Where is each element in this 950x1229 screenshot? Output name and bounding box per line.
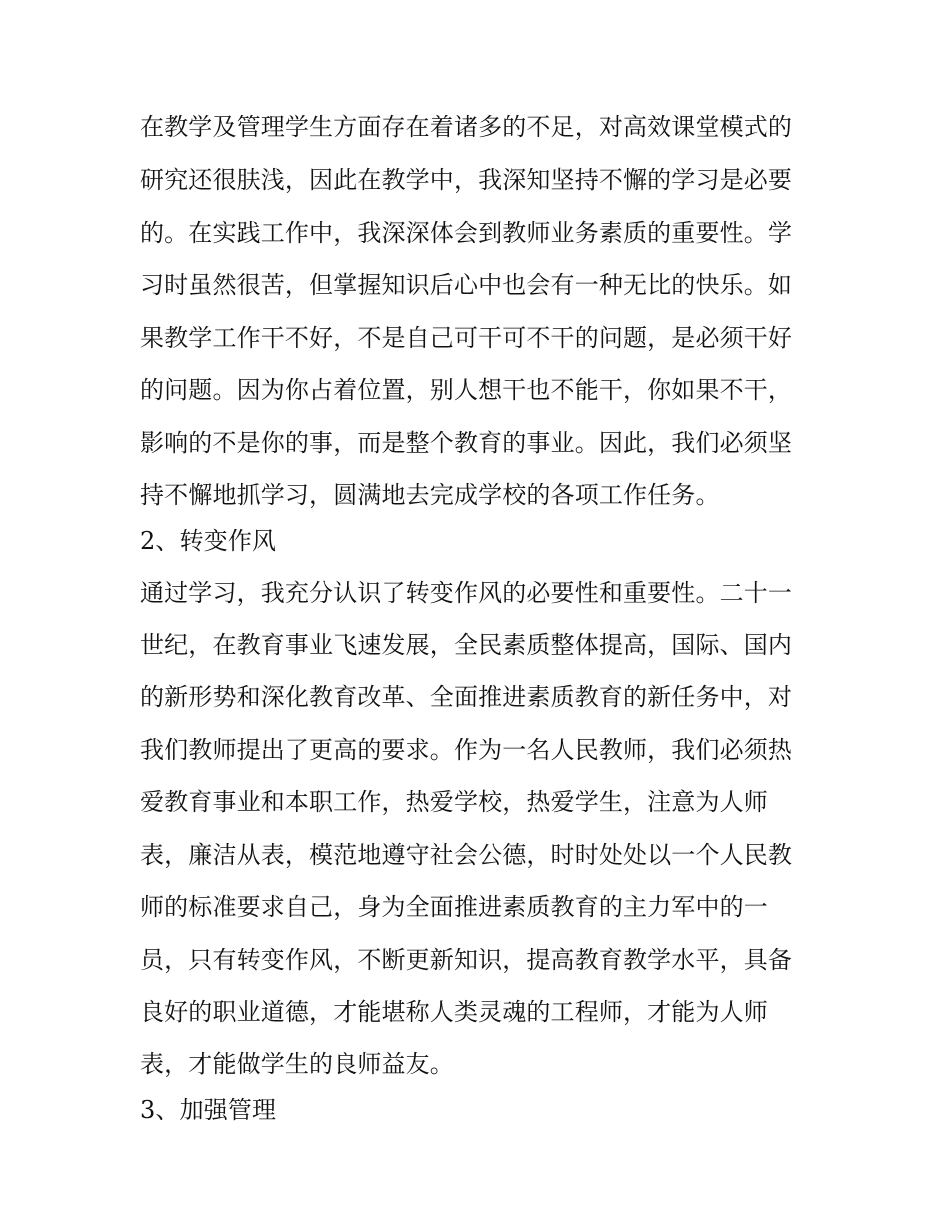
paragraph-line: 果教学工作干不好，不是自己可干可不干的问题，是必须干好 xyxy=(140,324,793,352)
paragraph-line: 的新形势和深化教育改革、全面推进素质教育的新任务中，对 xyxy=(140,683,793,711)
paragraph-line: 的问题。因为你占着位置，别人想干也不能干，你如果不干， xyxy=(140,376,793,404)
paragraph-line: 研究还很肤浅，因此在教学中，我深知坚持不懈的学习是必要 xyxy=(140,166,793,194)
paragraph-line: 师的标准要求自己，身为全面推进素质教育的主力军中的一 xyxy=(140,893,768,921)
paragraph-line: 爱教育事业和本职工作，热爱学校，热爱学生，注意为人师 xyxy=(140,788,768,816)
paragraph-line: 表，廉洁从表，模范地遵守社会公德，时时处处以一个人民教 xyxy=(140,841,793,869)
paragraph-line: 我们教师提出了更高的要求。作为一名人民教师，我们必须热 xyxy=(140,736,793,764)
paragraph-line: 在教学及管理学生方面存在着诸多的不足，对高效课堂模式的 xyxy=(140,113,793,141)
paragraph-line: 影响的不是你的事，而是整个教育的事业。因此，我们必须坚 xyxy=(140,429,793,457)
section-heading: 3、加强管理 xyxy=(140,1096,277,1124)
paragraph-line: 习时虽然很苦，但掌握知识后心中也会有一种无比的快乐。如 xyxy=(140,271,793,299)
paragraph-line: 良好的职业道德，才能堪称人类灵魂的工程师，才能为人师 xyxy=(140,998,768,1026)
paragraph-line: 持不懈地抓学习，圆满地去完成学校的各项工作任务。 xyxy=(140,481,720,509)
paragraph-line: 表，才能做学生的良师益友。 xyxy=(140,1050,454,1078)
paragraph-line: 员，只有转变作风，不断更新知识，提高教育教学水平，具备 xyxy=(140,946,793,974)
paragraph-line: 世纪，在教育事业飞速发展，全民素质整体提高，国际、国内 xyxy=(140,631,793,659)
section-heading: 2、转变作风 xyxy=(140,527,277,555)
paragraph-line: 通过学习，我充分认识了转变作风的必要性和重要性。二十一 xyxy=(140,579,793,607)
paragraph-line: 的。在实践工作中，我深深体会到教师业务素质的重要性。学 xyxy=(140,219,793,247)
